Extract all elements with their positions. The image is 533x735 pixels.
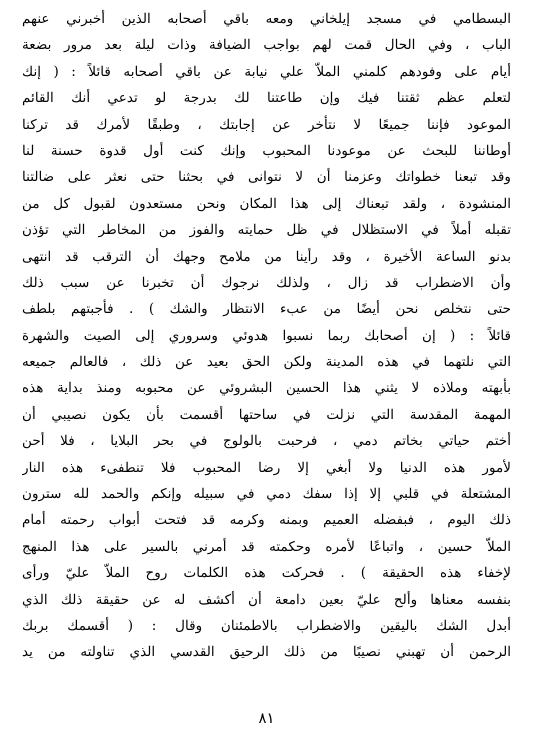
text-line: المنشودة ، ولقد تبعناك إلى هذا المكان ونحن مستعدون لقبول كل من: [22, 195, 511, 212]
text-line: المهمة المقدسة التي نزلت في ساحتها أقسمت بأن يكون نصيبي أن: [22, 406, 511, 423]
text-line: الموعود فإننا جميعًا لا نتأخر عن إجابتك ، وطبقًا لأمرك قد تركنا: [22, 116, 511, 133]
text-line: الباب ، وفي الحال قمت لهم بواجب الضيافة وذات ليلة بعد مرور بضعة: [22, 37, 511, 54]
text-line: لتعلم عظم ثقتنا فيك وإن طاعتنا لك بدرجة لو تدعي أنك القائم: [22, 90, 511, 107]
text-line: أوطاننا للبحث عن موعودنا المحبوب وإنك كنت أول قدوة حسنة لنا: [22, 142, 511, 159]
body-text: [22, 6, 511, 666]
text-line: بدنو الساعة الأخيرة ، وقد رأينا من ملامح وجهك أن الترقب قد انتهى: [22, 248, 511, 265]
text-line: وقد تبعنا خطواتك وعزمنا أن لا نتوانى في بحثنا حتى نعثر على ضالتنا: [22, 169, 511, 186]
text-line: لأمور هذه الدنيا ولا أبغي إلا رضا المحبوب فلا تنطفىء هذه النار: [22, 459, 511, 476]
text-line: المشتعلة في قلبي إلا إذا سفك دمي في سبيله وإنكم والحمد لله سترون: [22, 486, 511, 503]
text-line: أختم حياتي بخاتم دمي ، فرحبت بالولوج في بحر البلايا ، فلا أحن: [22, 433, 511, 450]
text-line: لإخفاء هذه الحقيقة ) . فحركت هذه الكلمات روح الملاّ عليّ ورأى: [22, 565, 511, 582]
text-line: أيام على وفودهم كلمني الملاّ علي نيابة عن باقي أصحابه قائلاً : ( إنك: [22, 63, 511, 80]
text-line: قائلاً : ( إن أصحابك ربما نسبوا هدوئي وسروري إلى الصيت والشهرة: [22, 327, 511, 344]
text-line: الرحمن أن تهبني نصيبًا من ذلك الرحيق القدسي الذي تناولته من يد: [22, 644, 511, 661]
text-line: وأن الاضطراب قد زال ، ولذلك نرجوك أن تخبرنا عن سبب ذلك: [22, 274, 511, 291]
text-line: الملاّ حسين ، واتباعًا لأمره وحكمته قد أمرني بالسير على هذا المنهج: [22, 538, 511, 555]
text-line: بنفسه معناها وألح عليّ بعين دامعة أن أكشف له عن حقيقة ذلك الذي: [22, 591, 511, 608]
text-line: التي نلتهما في هذه المدينة ولكن الحق بعيد عن ذلك ، فالعالم جميعه: [22, 354, 511, 371]
page-number: ٨١: [258, 709, 275, 727]
text-line: البسطامي في مسجد إيلخاني ومعه باقي أصحابه الذين أخبرني عنهم: [22, 11, 511, 27]
text-line: أبدل الشك باليقين والاضطراب بالاطمئنان وقال : ( أقسمك بربك: [22, 617, 511, 634]
text-line: تقبله أملاً في الاستظلال في ظل حمايته والفوز من المخاطر التي تؤذن: [22, 222, 511, 239]
text-line: حتى نتخلص نحن أيضًا من عبء الانتظار والشك ) . فأجبتهم بلطف: [22, 301, 511, 318]
text-line: بأبهته وملاذه لا يثني هذا الحسين البشروئي عن محبوبه ومنذ بداية هذه: [22, 380, 511, 397]
text-line: ذلك اليوم ، فبفضله العميم وبمنه وكرمه قد فتحت أبواب رحمته أمام: [22, 512, 511, 529]
